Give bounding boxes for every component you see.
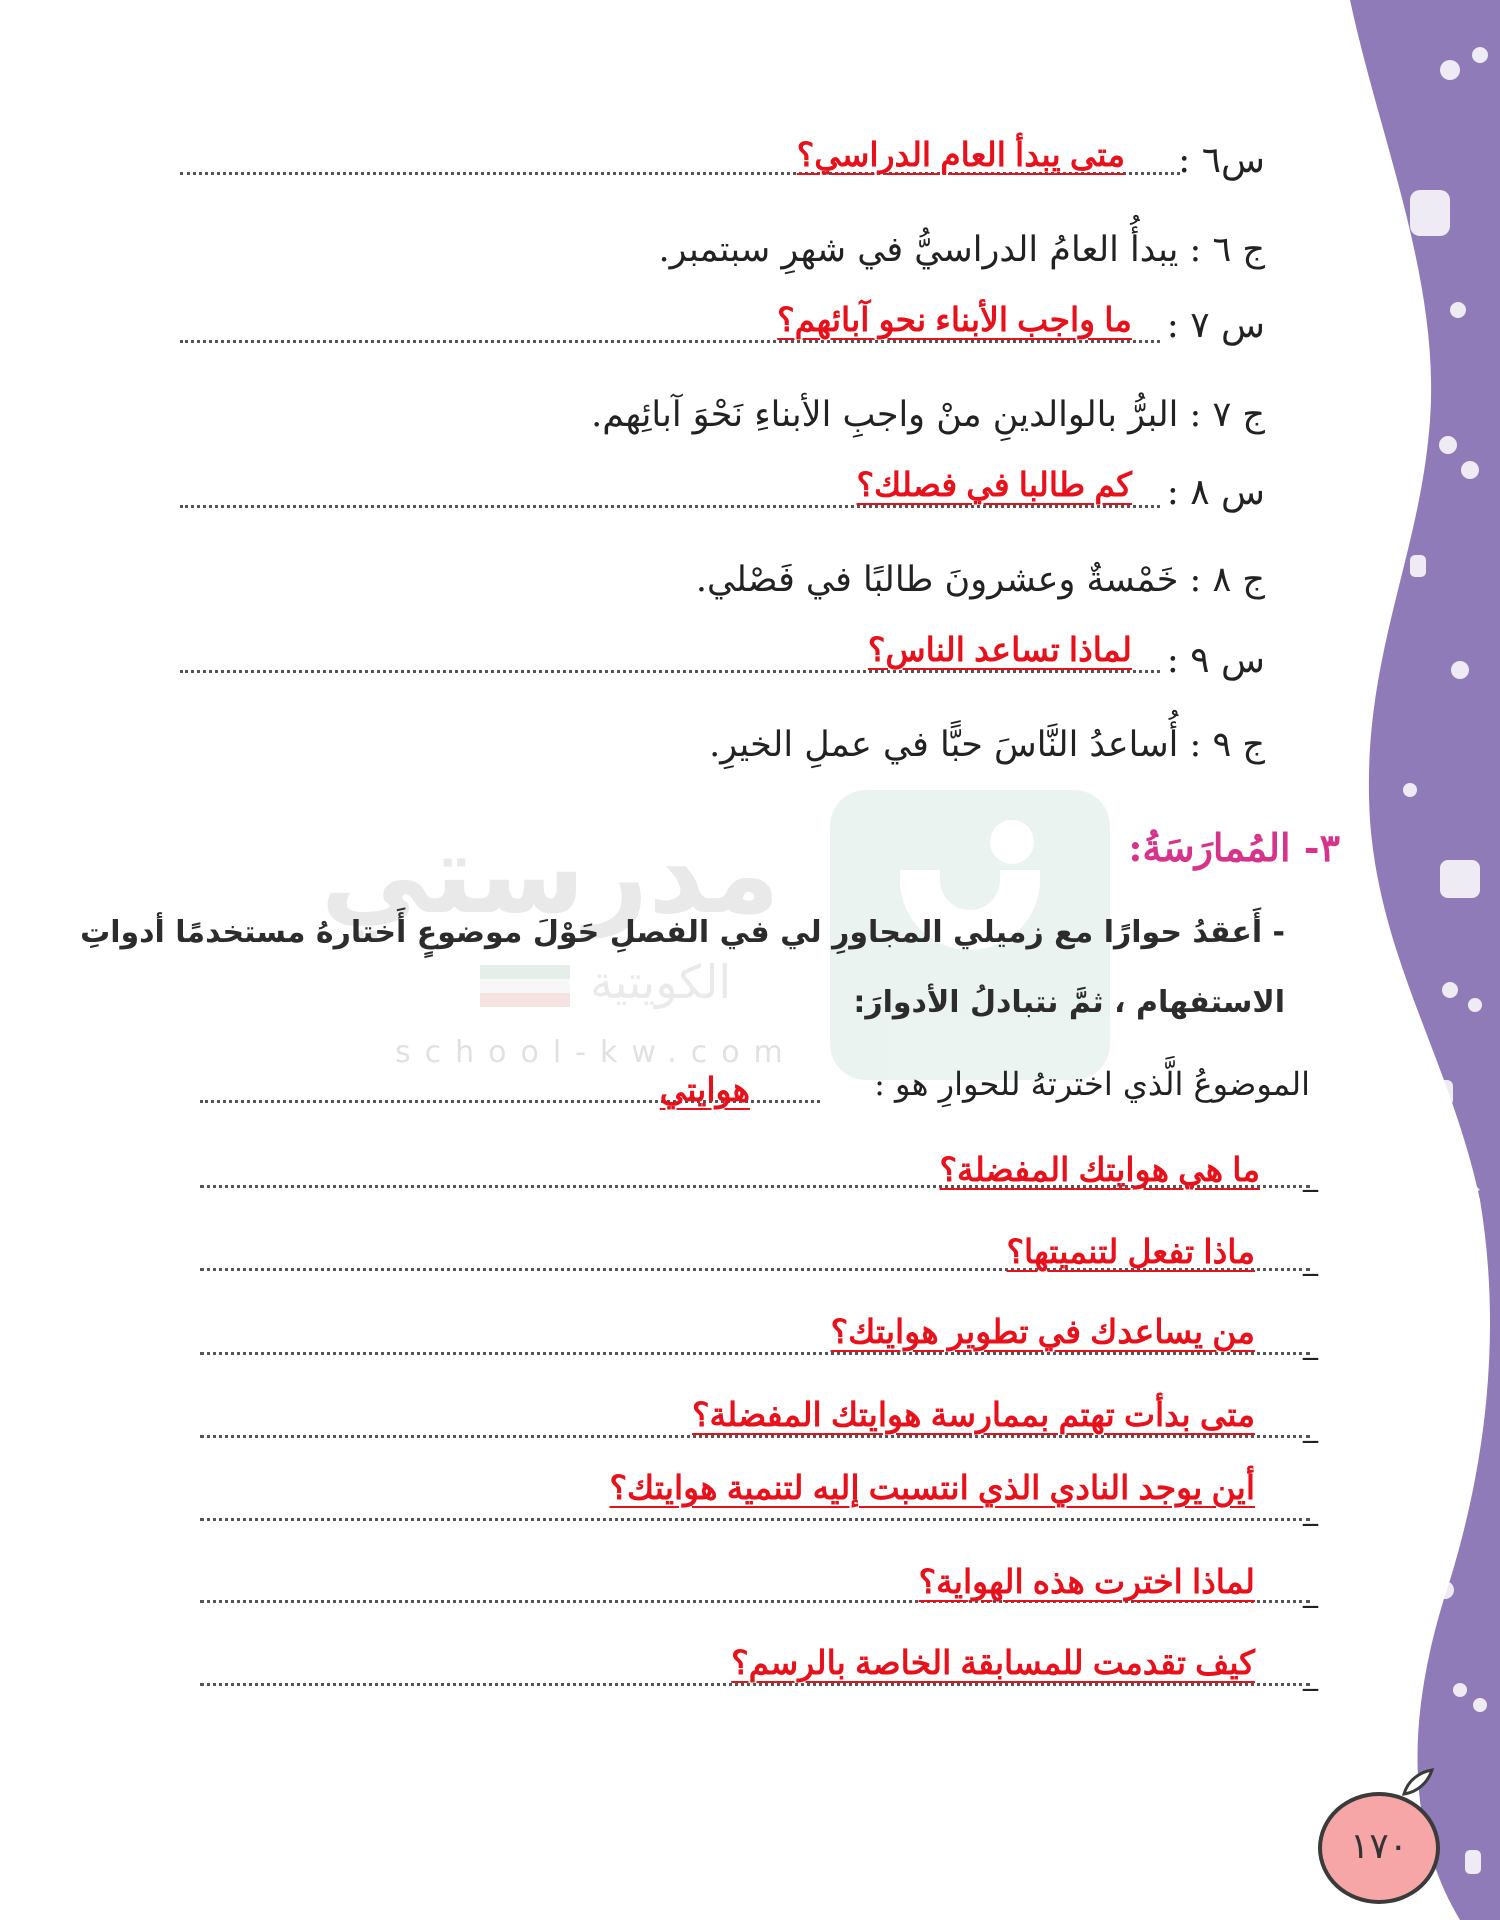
dash-marker: _ xyxy=(1303,1242,1318,1277)
instruction-line-2: الاستفهام ، ثمَّ نتبادلُ الأدوارَ: xyxy=(853,985,1285,1020)
question-label: س ٨ : xyxy=(1166,472,1265,513)
question-label: س ٩ : xyxy=(1166,640,1265,681)
watermark-url: school-kw.com xyxy=(395,1035,797,1070)
dialogue-question: لماذا اخترت هذه الهواية؟ xyxy=(918,1563,1255,1600)
dash-marker: _ xyxy=(1303,1158,1318,1193)
answer-line xyxy=(709,725,1265,765)
topic-label: الموضوعُ الَّذي اخترتهُ للحوارِ هو : xyxy=(874,1065,1310,1103)
dash-marker: _ xyxy=(1303,1574,1318,1609)
answer-line xyxy=(659,230,1265,270)
dialogue-question: ماذا تفعل لتنميتها؟ xyxy=(1006,1233,1255,1270)
watermark-subtitle: الكويتية xyxy=(590,955,732,1009)
answer-label: ج ٧ : xyxy=(1189,395,1265,435)
dialogue-question: من يساعدك في تطوير هوايتك؟ xyxy=(830,1313,1255,1350)
answer-text: أُساعدُ النَّاسَ حبًّا في عملِ الخيرِ. xyxy=(709,725,1179,765)
dotted-line xyxy=(180,340,1160,343)
decorative-side-band xyxy=(1340,0,1500,1920)
question-label: س٦ : xyxy=(1178,140,1265,181)
dialogue-question: متى بدأت تهتم بممارسة هوايتك المفضلة؟ xyxy=(691,1396,1255,1433)
question-label: س ٧ : xyxy=(1166,305,1265,346)
question-text: ما واجب الأبناء نحو آبائهم؟ xyxy=(777,301,1132,338)
answer-text: البرُّ بالوالدينِ منْ واجبِ الأبناءِ نَحْوَ آبائِهم. xyxy=(591,395,1179,435)
dotted-line xyxy=(200,1683,1310,1686)
dialogue-question: أين يوجد النادي الذي انتسبت إليه لتنمية هوايتك؟ xyxy=(609,1469,1255,1506)
dotted-line xyxy=(180,505,1160,508)
dotted-line xyxy=(200,1435,1310,1438)
question-text: كم طالبا في فصلك؟ xyxy=(856,466,1132,503)
dialogue-question: ما هي هوايتك المفضلة؟ xyxy=(939,1151,1260,1188)
answer-text: خَمْسةٌ وعشرونَ طالبًا في فَصْلي. xyxy=(695,560,1179,600)
answer-label: ج ٨ : xyxy=(1189,560,1265,600)
section-heading: ٣- المُمارَسَةُ: xyxy=(1128,825,1340,870)
dash-marker: _ xyxy=(1303,1492,1318,1527)
dash-marker: _ xyxy=(1303,1657,1318,1692)
leaf-icon xyxy=(1398,1762,1438,1802)
answer-line xyxy=(591,395,1265,435)
dotted-line xyxy=(180,670,1160,673)
topic-answer: هوايتي xyxy=(659,1071,750,1108)
dialogue-question: كيف تقدمت للمسابقة الخاصة بالرسم؟ xyxy=(731,1644,1255,1681)
answer-line xyxy=(696,560,1265,600)
dash-marker: _ xyxy=(1303,1409,1318,1444)
dash-marker: _ xyxy=(1303,1326,1318,1361)
kuwait-flag-icon xyxy=(480,965,570,1009)
dotted-line xyxy=(200,1518,1310,1521)
question-text: لماذا تساعد الناس؟ xyxy=(867,631,1132,668)
dotted-line xyxy=(200,1352,1310,1355)
watermark-name: مدرستي xyxy=(320,810,780,938)
answer-label: ج ٦ : xyxy=(1189,230,1265,270)
page-number: ١٧٠ xyxy=(1349,1826,1408,1867)
page-number-badge xyxy=(1318,1792,1440,1904)
instruction-line-1: - أَعقدُ حوارًا مع زميلي المجاورِ لي في الفصلِ حَوْلَ موضوعٍ أَختارهُ مستخدمًا أدواتِ xyxy=(80,915,1285,950)
answer-label: ج ٩ : xyxy=(1189,725,1265,765)
question-text: متى يبدأ العام الدراسي؟ xyxy=(796,136,1125,173)
answer-text: يبدأُ العامُ الدراسيُّ في شهرِ سبتمبر. xyxy=(658,230,1179,270)
